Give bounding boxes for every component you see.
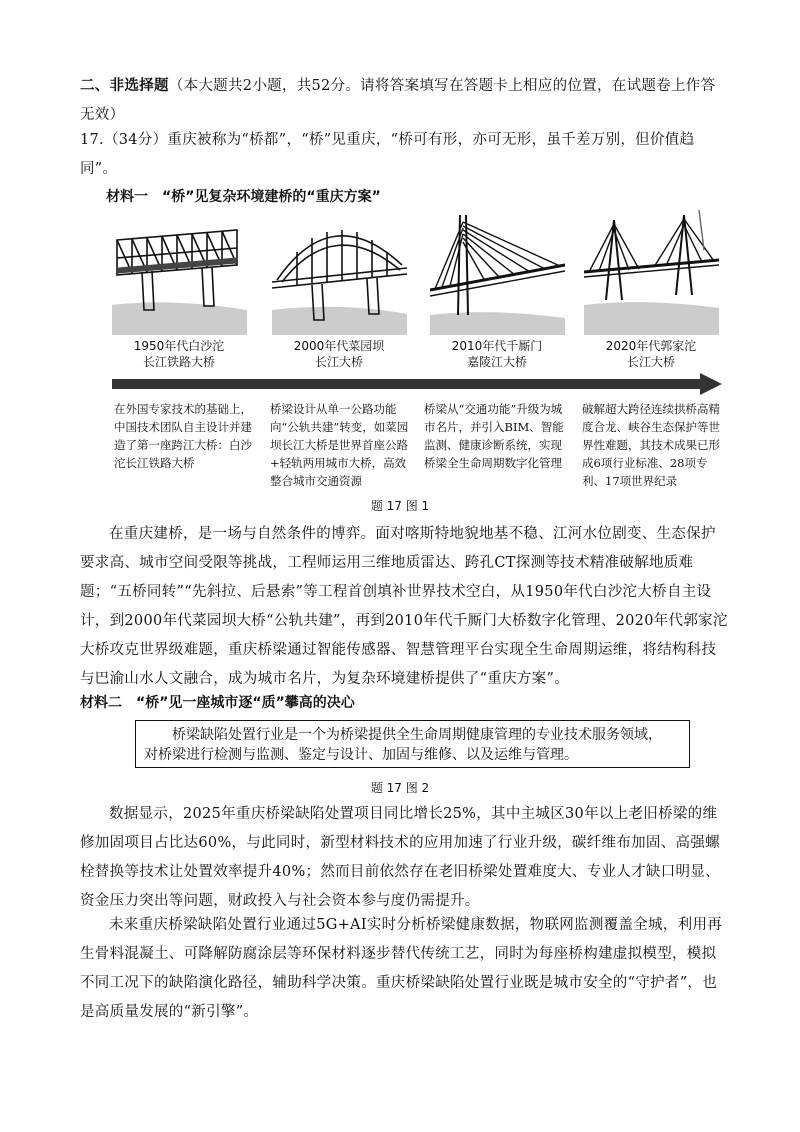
figure-17-1	[112, 210, 722, 510]
cable-stayed-bridge-icon	[430, 210, 565, 335]
section-heading	[80, 72, 730, 130]
material1-paragraph: 在重庆建桥，是一场与自然条件的博弈。面对喀斯特地貌地基不稳、江河水位剧变、生态保护要求高、城市空间受限等挑战，工程师运用三维地质雷达、跨孔CT探测等技术精准破解地质难题；“五桥同转”“先斜拉、后悬索”等工程首创填补世界技术空白，从1950年代白沙沱大桥自主设计，到2000年代菜园坝大桥“公轨共建”，再到2010年代千厮门大桥数字化管理、2020年代郭家沱大桥攻克世界级难题，重庆桥梁通过智能传感器、智慧管理平台实现全生命周期运维，将结构科技与巴渝山水人文融合，成为城市名片，为复杂环境建桥提供了“重庆方案”。	[80, 526, 728, 687]
truss-bridge-icon	[112, 210, 247, 335]
material2-paragraph-1: 数据显示，2025年重庆桥梁缺陷处置项目同比增长25%，其中主城区30年以上老旧桥梁的维修加固项目占比达60%，与此同时，新型材料技术的应用加速了行业升级，碳纤维布加固、高强螺栓替换等技术让处置效率提升40%；然而目前依然存在老旧桥梁处置难度大、专业人才缺口明显、资金压力突出等问题，财政投入与社会资本参与度仍需提升。	[80, 806, 720, 909]
bridge3-description: 桥梁从“交通功能”升级为城市名片，并引入BIM、智能监测、健康诊断系统，实现桥梁全生命周期数字化管理	[424, 402, 564, 470]
bridge2-description: 桥梁设计从单一公路功能向“公轨共建”转变，如菜园坝长江大桥是世界首座公路+轻轨两用城市大桥，高效整合城市交通资源	[270, 402, 409, 488]
section-instructions: （本大题共2小题，共52分。请将答案填写在答题卡上相应的位置，在试题卷上作答无效）	[80, 78, 716, 123]
definition-line-2: 对桥梁进行检测与监测、鉴定与设计、加固与维修、以及运维与管理。	[144, 747, 578, 763]
question-number: 17.（34分）	[80, 132, 168, 148]
material2-title: 材料二 “桥”见一座城市逐“质”攀高的决心	[80, 695, 355, 711]
bridge4-caption: 2020年代郭家沱 长江大桥	[605, 339, 697, 369]
definition-box	[135, 720, 690, 768]
question-17	[80, 126, 730, 184]
bridge2-caption: 2000年代菜园坝 长江大桥	[293, 339, 385, 369]
material1-title: 材料一 “桥”见复杂环境建桥的“重庆方案”	[106, 189, 381, 205]
arch-bridge-icon	[272, 210, 407, 335]
twin-tower-bridge-icon	[584, 210, 719, 335]
figure2-caption: 题 17 图 2	[370, 781, 430, 795]
figure1-caption: 题 17 图 1	[370, 499, 430, 513]
bridge1-description: 在外国专家技术的基础上，中国技术团队自主设计并建造了第一座跨江大桥：白沙沱长江铁路大桥	[114, 402, 252, 470]
definition-line-1: 桥梁缺陷处置行业是一个为桥梁提供全生命周期健康管理的专业技术服务领域，	[172, 727, 662, 743]
bridge4-description: 破解超大跨径连续拱桥高精度合龙、峡谷生态保护等世界性难题，其技术成果已形成6项行业标准、28项专利、17项世界纪录	[582, 402, 720, 488]
question-text: 重庆被称为“桥都”，“桥”见重庆，“桥可有形，亦可无形，虽千差万别，但价值趋同”。	[80, 132, 695, 177]
material2-paragraph-2: 未来重庆桥梁缺陷处置行业通过5G+AI实时分析桥梁健康数据，物联网监测覆盖全城，利用再生骨料混凝土、可降解防腐涂层等环保材料逐步替代传统工艺，同时为每座桥构建虚拟模型，模拟不同工况下的缺陷演化路径，辅助科学决策。重庆桥梁缺陷处置行业既是城市安全的“守护者”，也是高质量发展的“新引擎”。	[80, 917, 723, 1020]
bridge1-caption: 1950年代白沙沱 长江铁路大桥	[133, 339, 225, 369]
section-label: 二、非选择题	[80, 78, 169, 94]
timeline-arrow	[112, 373, 722, 395]
bridge3-caption: 2010年代千厮门 嘉陵江大桥	[451, 339, 543, 369]
